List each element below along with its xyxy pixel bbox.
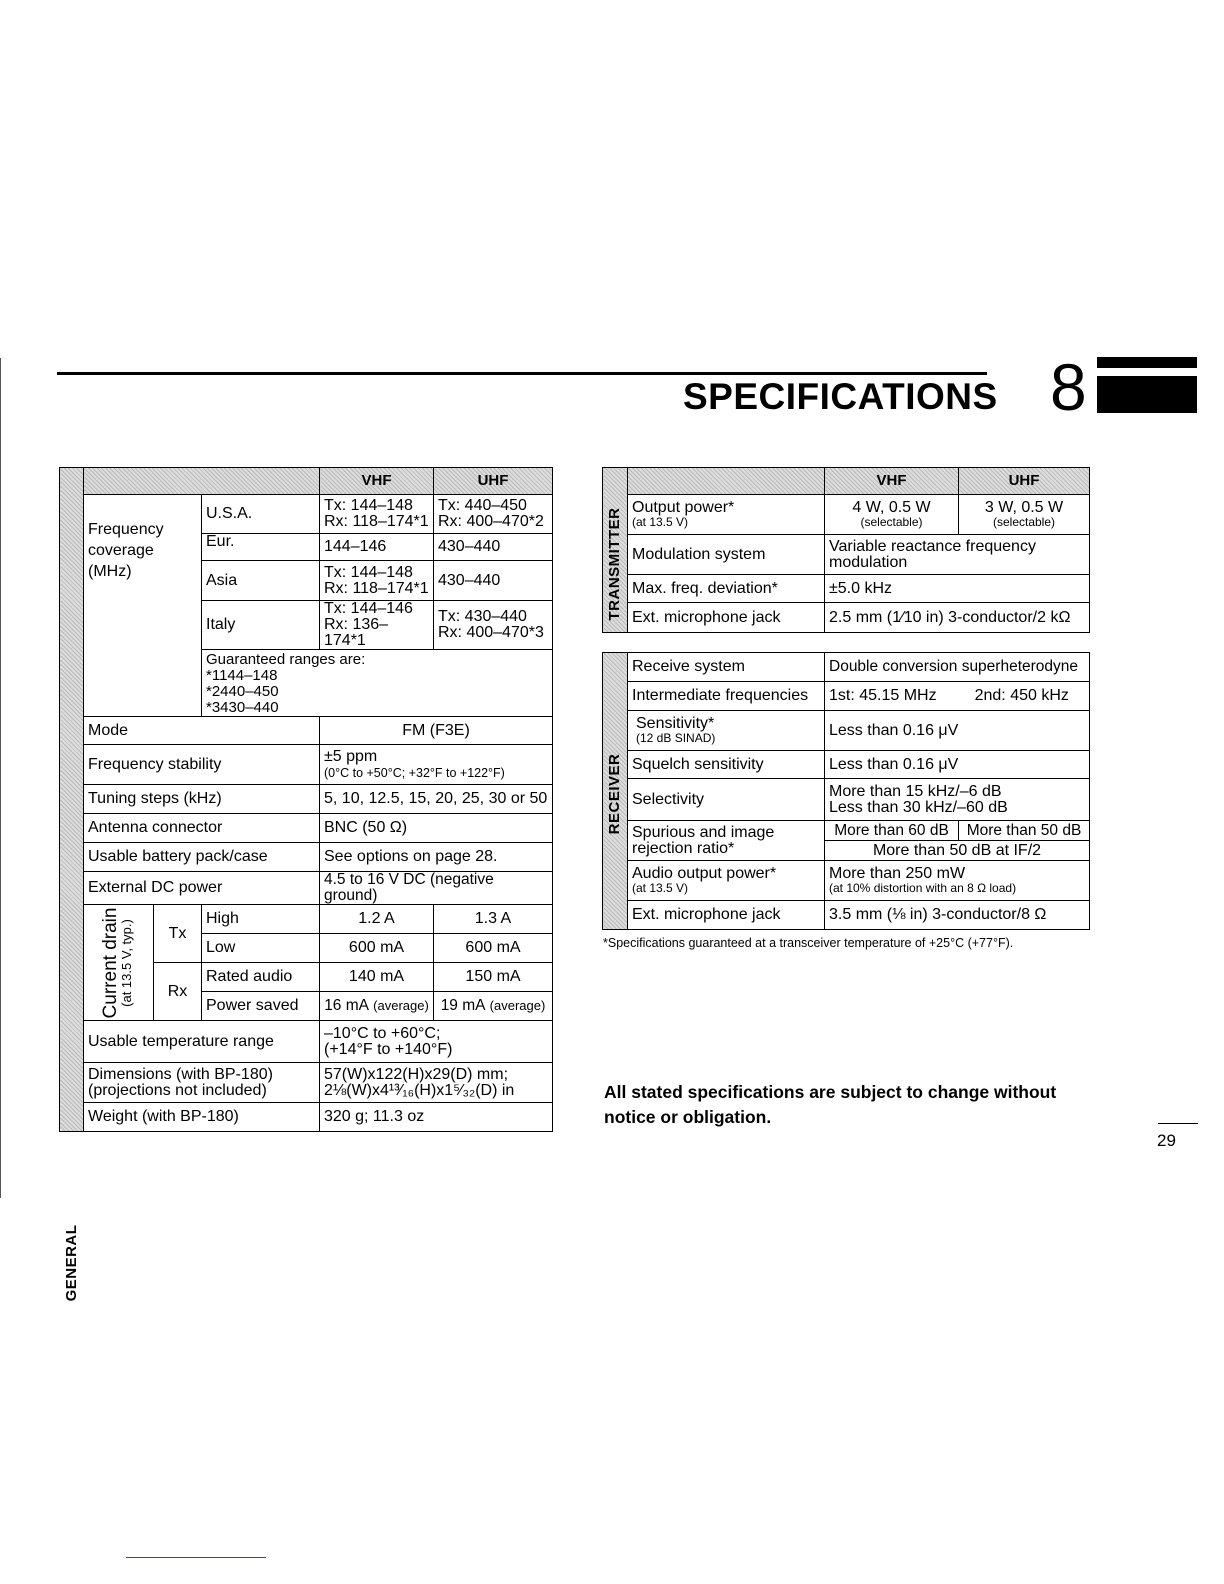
usa-vhf: Tx: 144–148 Rx: 118–174*1 [320, 495, 434, 534]
drain-power-saved-vhf: 16 mA (average) [320, 992, 434, 1021]
drain-rated-audio-label: Rated audio [202, 963, 320, 992]
tx-mic-jack-label: Ext. microphone jack [628, 603, 825, 633]
eur-vhf: 144–146 [320, 534, 434, 561]
region-italy: Italy [202, 601, 320, 650]
tuning-steps-label: Tuning steps (kHz) [84, 785, 320, 814]
asia-vhf: Tx: 144–148 Rx: 118–174*1 [320, 561, 434, 601]
temp-value: –10°C to +60°C; (+14°F to +140°F) [320, 1021, 553, 1063]
header-rule [57, 372, 987, 375]
general-section-tab [60, 468, 84, 1302]
mode-label: Mode [84, 717, 320, 745]
current-drain-label: Current drain (at 13.5 V, typ.) [84, 905, 154, 1021]
freq-stability-value: ±5 ppm (0°C to +50°C; +32°F to +122°F) [320, 745, 553, 785]
change-notice: All stated specifications are subject to change without notice or obligation. [604, 1082, 1057, 1127]
drain-rated-audio-uhf: 150 mA [434, 963, 553, 992]
receive-system-value: Double conversion superheterodyne [825, 653, 1090, 682]
audio-output-value: More than 250 mW (at 10% distortion with an 8 Ω load) [825, 861, 1090, 901]
general-section-label: GENERAL [62, 1224, 80, 1302]
weight-value: 320 g; 11.3 oz [320, 1103, 553, 1132]
deviation-value: ±5.0 kHz [825, 575, 1090, 603]
output-power-label: Output power* (at 13.5 V) [628, 495, 825, 535]
drain-high-label: High [202, 905, 320, 934]
sensitivity-value: Less than 0.16 μV [825, 711, 1090, 751]
drain-low-vhf: 600 mA [320, 934, 434, 963]
general-spec-table [59, 467, 553, 1302]
drain-high-vhf: 1.2 A [320, 905, 434, 934]
eur-uhf: 430–440 [434, 534, 553, 561]
selectivity-value: More than 15 kHz/–6 dB Less than 30 kHz/–60 dB [825, 779, 1090, 821]
receiver-spec-table [602, 652, 1090, 930]
chapter-tab-bar [1097, 357, 1197, 368]
chapter-number: 8 [1050, 350, 1087, 424]
temp-label: Usable temperature range [84, 1021, 320, 1063]
spurious-uhf: More than 50 dB [959, 821, 1090, 841]
output-power-uhf: 3 W, 0.5 W (selectable) [959, 495, 1090, 535]
squelch-value: Less than 0.16 μV [825, 751, 1090, 779]
if-value: 1st: 45.15 MHz 2nd: 450 kHz [825, 682, 1090, 711]
weight-label: Weight (with BP-180) [84, 1103, 320, 1132]
modulation-label: Modulation system [628, 535, 825, 575]
sensitivity-label: Sensitivity* (12 dB SINAD) [628, 711, 825, 751]
usa-uhf: Tx: 440–450 Rx: 400–470*2 [434, 495, 553, 534]
ext-dc-value: 4.5 to 16 V DC (negative ground) [320, 872, 553, 905]
transmitter-section-label: TRANSMITTER [606, 507, 623, 621]
battery-value: See options on page 28. [320, 843, 553, 872]
tx-label: Tx [154, 905, 202, 963]
bottom-rule [126, 1557, 266, 1558]
tuning-steps-value: 5, 10, 12.5, 15, 20, 25, 30 or 50 [320, 785, 553, 814]
drain-power-saved-label: Power saved [202, 992, 320, 1021]
page-title: SPECIFICATIONS [683, 376, 998, 417]
transmitter-spec-table [602, 467, 1090, 633]
audio-output-label: Audio output power* (at 13.5 V) [628, 861, 825, 901]
spurious-if2: More than 50 dB at IF/2 [825, 841, 1090, 861]
deviation-label: Max. freq. deviation* [628, 575, 825, 603]
receiver-section-label: RECEIVER [606, 753, 623, 835]
italy-vhf: Tx: 144–146 Rx: 136–174*1 [320, 601, 434, 650]
dimensions-label: Dimensions (with BP-180) (projections not included) [84, 1063, 320, 1103]
drain-low-label: Low [202, 934, 320, 963]
region-eur: Eur. [202, 534, 320, 561]
selectivity-label: Selectivity [628, 779, 825, 821]
squelch-label: Squelch sensitivity [628, 751, 825, 779]
col-uhf: UHF [434, 468, 553, 495]
drain-power-saved-uhf: 19 mA (average) [434, 992, 553, 1021]
dimensions-value: 57(W)x122(H)x29(D) mm; 2⅛(W)x4¹³⁄₁₆(H)x1⁵⁄₃₂(D) in [320, 1063, 553, 1103]
modulation-value: Variable reactance frequency modulation [825, 535, 1090, 575]
drain-low-uhf: 600 mA [434, 934, 553, 963]
transmitter-section-tab [603, 468, 628, 633]
output-power-vhf: 4 W, 0.5 W (selectable) [825, 495, 959, 535]
receive-system-label: Receive system [628, 653, 825, 682]
ext-dc-label: External DC power [84, 872, 320, 905]
drain-rated-audio-vhf: 140 mA [320, 963, 434, 992]
spec-footnote: *Specifications guaranteed at a transceiver temperature of +25°C (+77°F). [603, 936, 1014, 950]
drain-high-uhf: 1.3 A [434, 905, 553, 934]
battery-label: Usable battery pack/case [84, 843, 320, 872]
chapter-tab-block [1097, 376, 1197, 413]
if-label: Intermediate frequencies [628, 682, 825, 711]
page-number: 29 [1157, 1131, 1176, 1150]
antenna-label: Antenna connector [84, 814, 320, 843]
mode-value: FM (F3E) [320, 717, 553, 745]
freq-stability-label: Frequency stability [84, 745, 320, 785]
italy-uhf: Tx: 430–440 Rx: 400–470*3 [434, 601, 553, 650]
col-uhf: UHF [959, 468, 1090, 495]
receiver-section-tab [603, 653, 628, 930]
freq-coverage-label: Frequency coverage (MHz) [84, 495, 202, 717]
asia-uhf: 430–440 [434, 561, 553, 601]
spurious-vhf: More than 60 dB [825, 821, 959, 841]
header-blank [628, 468, 825, 495]
region-asia: Asia [202, 561, 320, 601]
rx-mic-jack-value: 3.5 mm (⅛ in) 3-conductor/8 Ω [825, 901, 1090, 930]
rx-mic-jack-label: Ext. microphone jack [628, 901, 825, 930]
page-number-rule [1158, 1123, 1198, 1124]
header-blank [84, 468, 320, 495]
col-vhf: VHF [320, 468, 434, 495]
antenna-value: BNC (50 Ω) [320, 814, 553, 843]
guaranteed-ranges-note: Guaranteed ranges are: *1144–148 *2440–450 *3430–440 [202, 650, 553, 717]
tx-mic-jack-value: 2.5 mm (1⁄10 in) 3-conductor/2 kΩ [825, 603, 1090, 633]
rx-label: Rx [154, 963, 202, 1021]
page-edge [0, 358, 1, 1198]
spurious-label: Spurious and image rejection ratio* [628, 821, 825, 861]
region-usa: U.S.A. [202, 495, 320, 534]
col-vhf: VHF [825, 468, 959, 495]
